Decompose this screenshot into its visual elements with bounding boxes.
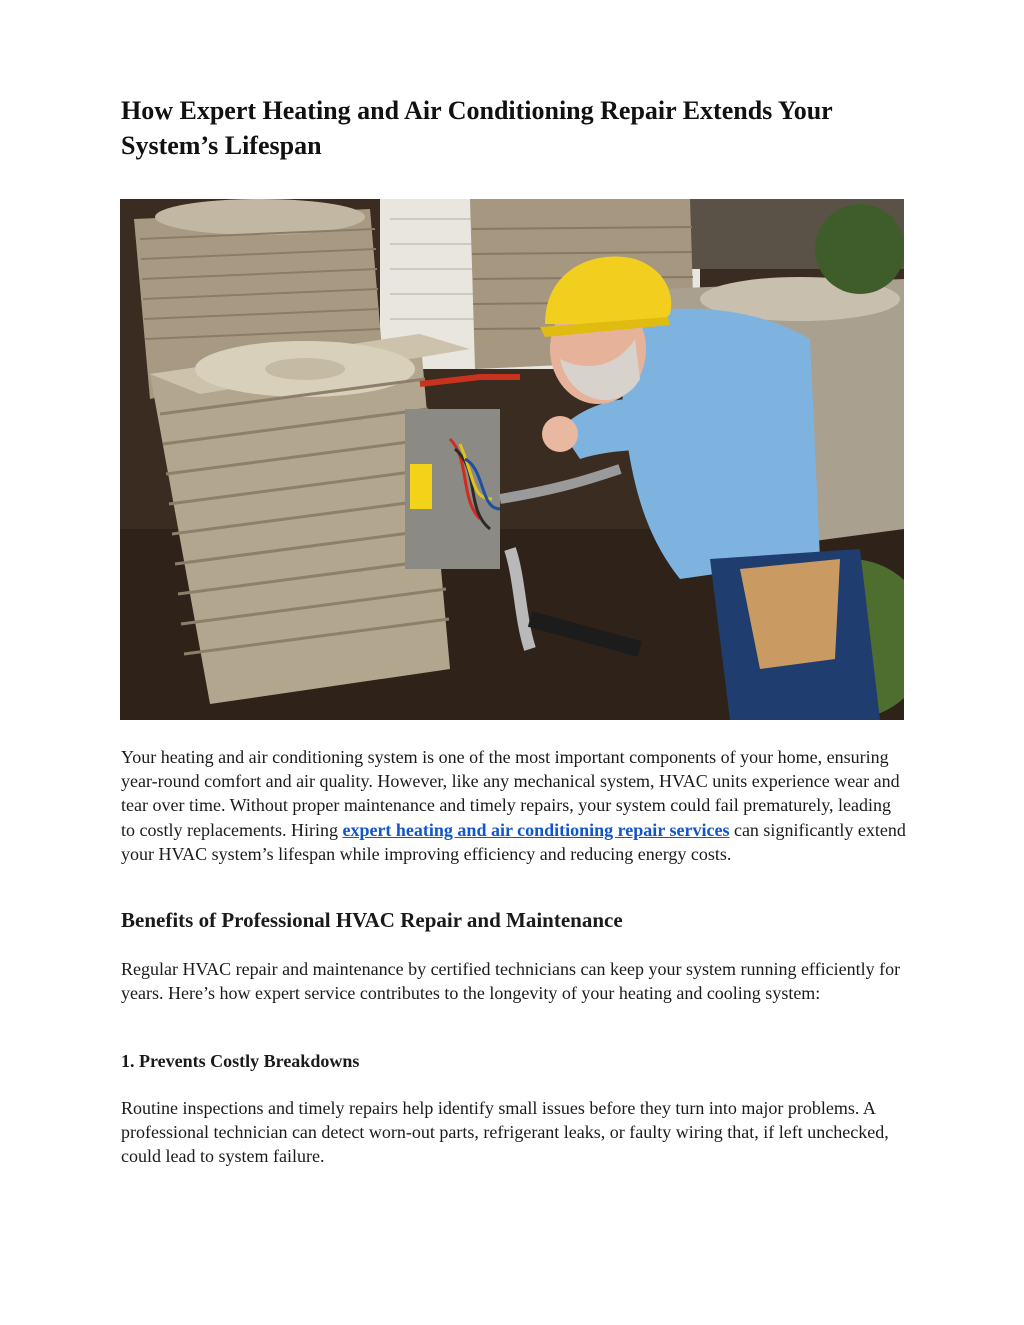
intro-text-before-link: Your heating and air conditioning system is one of the most important components of your home, ensuring year-round comfort and air quality. However, like any mechanical system, HVAC units experience wear and tear over time. Without proper maintenance and timely repairs, your system could fail prematurely, leading to costly replacements. Hiring xyxy=(121,747,900,840)
point-1-paragraph: Routine inspections and timely repairs help identify small issues before they turn into major problems. A professional technician can detect worn-out parts, refrigerant leaks, or faulty wiring that, if left unchecked, could lead to system failure. xyxy=(121,1098,889,1167)
hvac-repair-services-link[interactable]: expert heating and air conditioning repair services xyxy=(342,819,730,840)
article-title: How Expert Heating and Air Conditioning Repair Extends Your System’s Lifespan xyxy=(121,96,833,160)
point-1-heading: 1. Prevents Costly Breakdowns xyxy=(121,1051,360,1071)
intro-text-after-link: can significantly extend your HVAC system’s lifespan while improving efficiency and reducing energy costs. xyxy=(121,819,906,864)
intro-paragraph xyxy=(121,745,906,866)
section-heading: Benefits of Professional HVAC Repair and Maintenance xyxy=(121,908,623,932)
technician-repairing-ac-unit-photo xyxy=(120,199,904,720)
section-intro-paragraph: Regular HVAC repair and maintenance by certified technicians can keep your system running efficiently for years. Here’s how expert service contributes to the longevity of your heating and cooling system: xyxy=(121,959,901,1004)
